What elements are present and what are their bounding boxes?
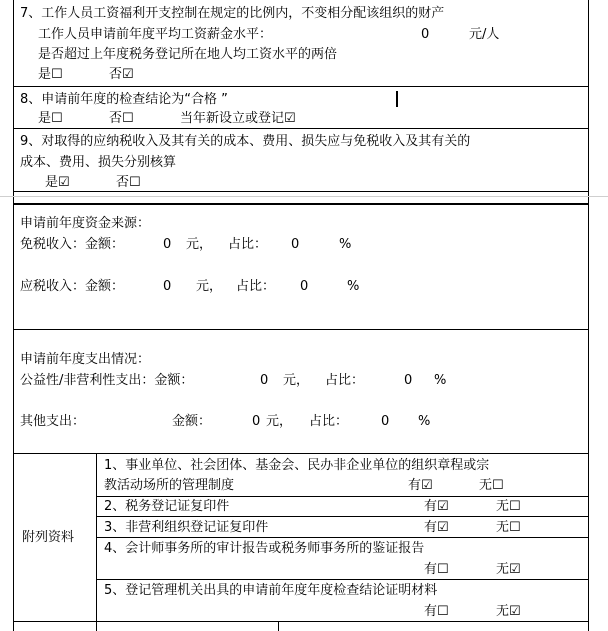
attach-bottom-stub bbox=[278, 621, 279, 631]
sec9-yes-checkbox[interactable]: 是☑ bbox=[45, 175, 70, 190]
funds-exempt-unit: 元， bbox=[186, 237, 213, 252]
attach-item-5-line1: 5、登记管理机关出具的申请前年度年度检查结论证明材料 bbox=[104, 583, 438, 598]
attach-item-1-yes[interactable]: 有☑ bbox=[408, 478, 433, 493]
attach-item-1-line2: 教活动场所的管理制度 bbox=[104, 478, 235, 493]
attach-row-divider-3 bbox=[96, 537, 589, 538]
funds-exempt-amount: 0 bbox=[163, 237, 172, 252]
expense-other-pct: % bbox=[418, 414, 431, 429]
expense-public-label: 公益性/非营利性支出：金额： bbox=[20, 373, 194, 388]
funds-exempt-ratio: 0 bbox=[291, 237, 300, 252]
attach-row-divider-2 bbox=[96, 516, 589, 517]
expense-public-ratio-label: 占比： bbox=[325, 373, 365, 388]
expense-public-amount: 0 bbox=[260, 373, 269, 388]
sec7-no-checkbox[interactable]: 否☑ bbox=[109, 67, 134, 82]
sec9-line2: 成本、费用、损失分别核算 bbox=[20, 155, 177, 170]
expense-other-label: 其他支出： bbox=[20, 414, 86, 429]
attach-item-1-no[interactable]: 无☐ bbox=[479, 478, 504, 493]
attach-item-3-yes[interactable]: 有☑ bbox=[424, 520, 449, 535]
expense-public-unit: 元， bbox=[283, 373, 310, 388]
attach-item-3-no[interactable]: 无☐ bbox=[496, 520, 521, 535]
attachments-label: 附列资料 bbox=[22, 530, 75, 545]
funds-exempt-ratio-label: 占比： bbox=[228, 237, 268, 252]
page2-top-border bbox=[13, 203, 589, 205]
row-divider-7-8 bbox=[13, 86, 589, 87]
row-divider-8-9 bbox=[13, 128, 589, 129]
attach-item-4-yes[interactable]: 有☐ bbox=[424, 562, 449, 577]
expense-other-ratio-label: 占比： bbox=[309, 414, 349, 429]
sec7-salary-value: 0 bbox=[421, 27, 430, 42]
attach-item-2-line1: 2、税务登记证复印件 bbox=[104, 499, 230, 514]
attach-item-4-no[interactable]: 无☑ bbox=[496, 562, 521, 577]
attach-item-3-line1: 3、非营利组织登记证复印件 bbox=[104, 520, 269, 535]
sec9-line1: 9、对取得的应纳税收入及其有关的成本、费用、损失应与免税收入及其有关的 bbox=[20, 134, 471, 149]
attach-item-5-no[interactable]: 无☑ bbox=[496, 604, 521, 619]
sec7-title: 7、工作人员工资福利开支控制在规定的比例内，不变相分配该组织的财产 bbox=[20, 6, 445, 21]
funds-taxable-ratio: 0 bbox=[300, 279, 309, 294]
attach-row-divider-4 bbox=[96, 579, 589, 580]
funds-taxable-amount: 0 bbox=[163, 279, 172, 294]
funds-exempt-pct: % bbox=[339, 237, 352, 252]
attach-bottom-border bbox=[13, 621, 589, 622]
row-divider-9-end bbox=[13, 191, 589, 192]
funds-heading: 申请前年度资金来源： bbox=[20, 216, 151, 231]
funds-taxable-unit: 元， bbox=[196, 279, 223, 294]
attach-label-divider bbox=[96, 453, 97, 631]
row-divider-expense-attach bbox=[13, 453, 589, 454]
expense-public-pct: % bbox=[434, 373, 447, 388]
funds-taxable-label: 应税收入：金额： bbox=[20, 279, 125, 294]
expense-other-unit: 元， bbox=[266, 414, 293, 429]
funds-taxable-pct: % bbox=[347, 279, 360, 294]
attach-row-divider-1 bbox=[96, 496, 589, 497]
sec8-title: 8、申请前年度的检查结论为“合格 ” bbox=[20, 92, 228, 107]
funds-taxable-ratio-label: 占比： bbox=[236, 279, 276, 294]
attach-item-5-yes[interactable]: 有☐ bbox=[424, 604, 449, 619]
expense-other-ratio: 0 bbox=[381, 414, 390, 429]
sec8-new-checkbox[interactable]: 当年新设立或登记☑ bbox=[180, 111, 296, 126]
sec7-question: 是否超过上年度税务登记所在地人均工资水平的两倍 bbox=[38, 47, 338, 62]
attach-item-2-yes[interactable]: 有☑ bbox=[424, 499, 449, 514]
sec8-yes-checkbox[interactable]: 是☐ bbox=[38, 111, 63, 126]
attach-item-1-line1: 1、事业单位、社会团体、基金会、民办非企业单位的组织章程或宗 bbox=[104, 458, 490, 473]
sec7-salary-label: 工作人员申请前年度平均工资薪金水平： bbox=[38, 27, 273, 42]
attach-item-4-line1: 4、会计师事务所的审计报告或税务师事务所的鉴证报告 bbox=[104, 541, 425, 556]
row-divider-funds-expense bbox=[13, 329, 589, 330]
expense-public-ratio: 0 bbox=[404, 373, 413, 388]
sec7-salary-unit: 元/人 bbox=[469, 27, 500, 42]
expense-other-amount: 0 bbox=[252, 414, 261, 429]
text-cursor bbox=[396, 91, 398, 107]
sec8-no-checkbox[interactable]: 否☐ bbox=[109, 111, 134, 126]
funds-exempt-label: 免税收入：金额： bbox=[20, 237, 125, 252]
sec7-yes-checkbox[interactable]: 是☐ bbox=[38, 67, 63, 82]
page-gap-line bbox=[0, 196, 608, 197]
expense-heading: 申请前年度支出情况： bbox=[20, 352, 151, 367]
table-left-border bbox=[13, 0, 14, 631]
expense-other-amount-label: 金额： bbox=[172, 414, 212, 429]
attach-item-2-no[interactable]: 无☐ bbox=[496, 499, 521, 514]
sec9-no-checkbox[interactable]: 否☐ bbox=[116, 175, 141, 190]
